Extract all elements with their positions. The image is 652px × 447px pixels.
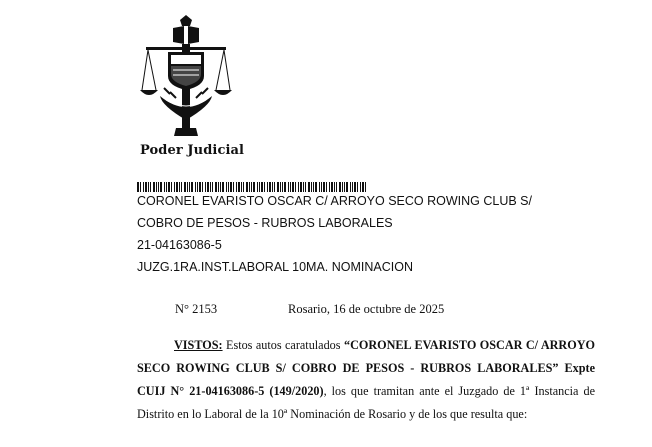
judicial-emblem-icon — [140, 14, 232, 138]
resolution-place-date: Rosario, 16 de octubre de 2025 — [288, 302, 445, 316]
body-text-part-1: Estos autos caratulados — [222, 338, 344, 352]
vistos-paragraph — [137, 334, 595, 426]
barcode-icon — [137, 182, 367, 192]
body-text-part-2: , los que tramitan ante el Juzgado de 1ª Instancia de Distrito en lo Laboral de la 10ª Nominación de Rosario y de los que resulta que: — [137, 384, 595, 421]
case-number: 21-04163086-5 — [137, 238, 222, 252]
resolution-number: N° 2153 — [175, 302, 218, 316]
court-name: JUZG.1RA.INST.LABORAL 10MA. NOMINACION — [137, 260, 413, 274]
vistos-label: VISTOS: — [174, 338, 223, 352]
case-title-line-1: CORONEL EVARISTO OSCAR C/ ARROYO SECO ROWING CLUB S/ — [137, 194, 532, 208]
case-caption-bold: “CORONEL EVARISTO OSCAR C/ ARROYO SECO ROWING CLUB S/ COBRO DE PESOS - RUBROS LABORALES” Expte CUIJ N° 21-04163086-5 (149/2020) — [137, 338, 595, 398]
case-title-line-2: COBRO DE PESOS - RUBROS LABORALES — [137, 216, 393, 230]
institution-name: Poder Judicial — [140, 143, 245, 158]
